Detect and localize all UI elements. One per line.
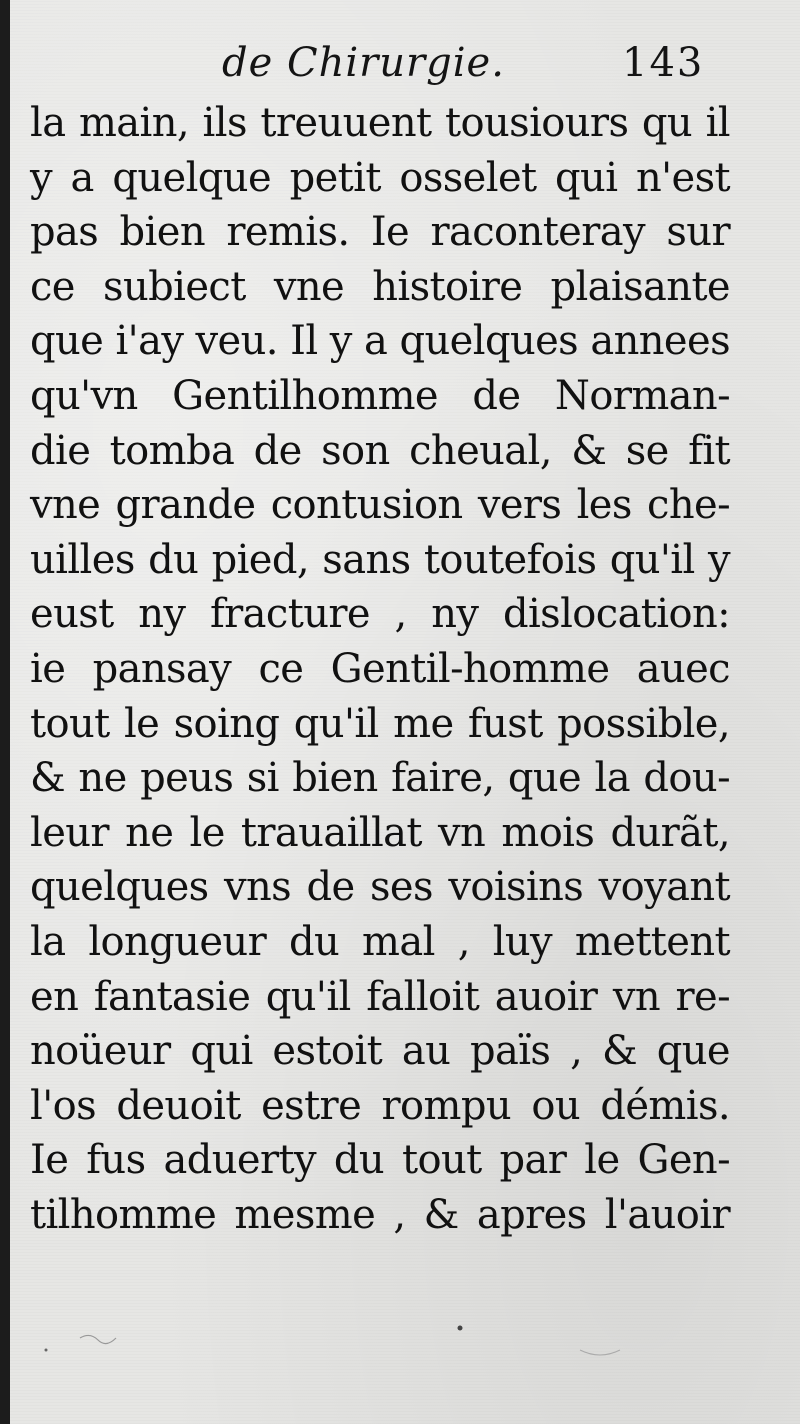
text-line: y a quelque petit osselet qui n'est <box>30 154 730 201</box>
text-line: die tomba de son cheual, & se fit <box>30 427 730 474</box>
text-line: ce subiect vne histoire plaisante <box>30 263 730 310</box>
text-line: que i'ay veu. Il y a quelques annees <box>30 318 730 365</box>
text-line: tilhomme mesme , & apres l'auoir <box>30 1191 730 1238</box>
running-head: de Chirurgie. <box>222 40 505 86</box>
text-line: tout le soing qu'il me fust possible, <box>30 700 730 747</box>
book-gutter-edge <box>0 0 10 1424</box>
text-line: pas bien remis. Ie raconteray sur <box>30 209 730 256</box>
text-line: ie pansay ce Gentil-homme auec <box>30 645 730 692</box>
text-line: l'os deuoit estre rompu ou démis. <box>30 1082 730 1129</box>
text-line: qu'vn Gentilhomme de Norman- <box>30 372 730 419</box>
text-line: Ie fus aduerty du tout par le Gen- <box>30 1137 730 1184</box>
text-line: eust ny fracture , ny dislocation: <box>30 591 730 638</box>
text-line: & ne peus si bien faire, que la dou- <box>30 755 730 802</box>
book-page <box>10 0 800 1424</box>
text-line: en fantasie qu'il falloit auoir vn re- <box>30 973 730 1020</box>
paper-specks <box>40 1310 740 1410</box>
text-line: vne grande contusion vers les che- <box>30 482 730 529</box>
text-line: noüeur qui estoit au païs , & que <box>30 1028 730 1075</box>
text-line: la longueur du mal , luy mettent <box>30 918 730 965</box>
body-text <box>30 96 730 1242</box>
text-line: quelques vns de ses voisins voyant <box>30 864 730 911</box>
page-number: 143 <box>622 40 705 86</box>
page-header <box>10 40 800 100</box>
text-line: la main, ils treuuent tousiours qu il <box>30 100 730 146</box>
text-line: uilles du pied, sans toutefois qu'il y <box>30 536 730 583</box>
text-line: leur ne le trauaillat vn mois durãt, <box>30 809 730 856</box>
